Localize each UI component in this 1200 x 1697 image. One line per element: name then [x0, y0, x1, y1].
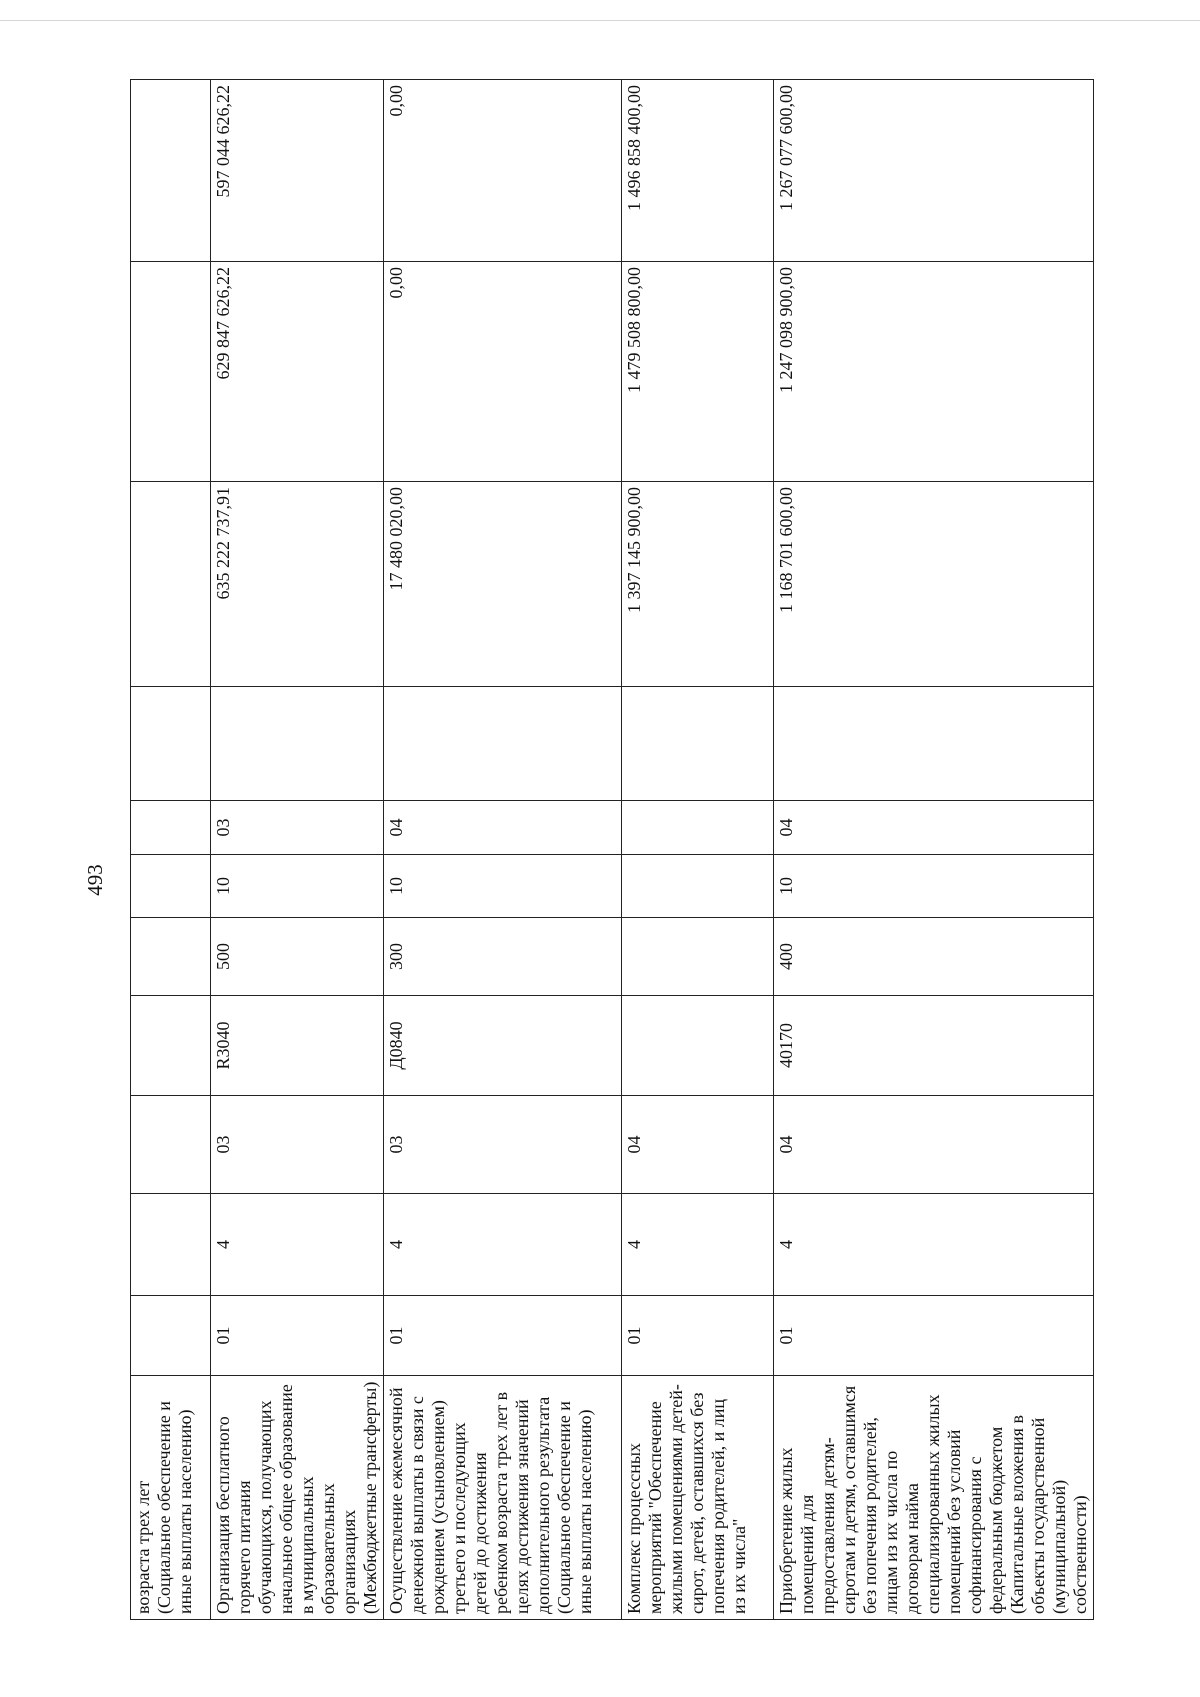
budget-table: [130, 79, 1094, 1620]
section-code: [131, 855, 211, 918]
row-description: Комплекс процессных мероприятий "Обеспечение жилыми помещениями детей-сирот, детей, оставшихся без попечения родителей, и лиц из их числа": [622, 1376, 774, 1620]
subprogram-code: 03: [211, 1096, 384, 1194]
subprogram-code: 04: [622, 1096, 774, 1194]
type-code: [131, 1194, 211, 1296]
expense-type-code: 300: [384, 918, 622, 996]
row-description: Осуществление ежемесячной денежной выплаты в связи с рождением (усыновлением) третьего и последующих детей до достижения ребенком возраста трех лет в целях достижения значений дополнительного результата (Социальное обеспечение и иные выплаты населению): [384, 1376, 622, 1620]
subprogram-code: 04: [774, 1096, 1094, 1194]
amount-year-3: 1 496 858 400,00: [622, 80, 774, 262]
expense-type-code: [622, 918, 774, 996]
amount-year-3: 597 044 626,22: [211, 80, 384, 262]
subsection-code: [622, 801, 774, 855]
table-row: [211, 80, 384, 1620]
section-code: [622, 855, 774, 918]
amount-year-1: 1 168 701 600,00: [774, 482, 1094, 687]
expense-type-code: [131, 918, 211, 996]
table-row: [131, 80, 211, 1620]
direction-code: [131, 996, 211, 1096]
row-description: возраста трех лет (Социальное обеспечение и иные выплаты населению): [131, 1376, 211, 1620]
amount-year-1: 17 480 020,00: [384, 482, 622, 687]
subsection-code: 04: [774, 801, 1094, 855]
type-code: 4: [774, 1194, 1094, 1296]
program-code: 01: [211, 1296, 384, 1376]
subprogram-code: [131, 1096, 211, 1194]
rotated-page-content: [130, 80, 1130, 1620]
amount-year-1: [131, 482, 211, 687]
amount-year-3: [131, 80, 211, 262]
direction-code: R3040: [211, 996, 384, 1096]
section-code: 10: [774, 855, 1094, 918]
section-code: 10: [384, 855, 622, 918]
direction-code: 40170: [774, 996, 1094, 1096]
amount-year-2: 1 479 508 800,00: [622, 262, 774, 482]
table-row: [384, 80, 622, 1620]
direction-code: [622, 996, 774, 1096]
subsection-code: 04: [384, 801, 622, 855]
amount-year-1: 1 397 145 900,00: [622, 482, 774, 687]
amount-year-3: 0,00: [384, 80, 622, 262]
subsection-code: [131, 801, 211, 855]
expense-type-code: 500: [211, 918, 384, 996]
program-code: [131, 1296, 211, 1376]
type-code: 4: [622, 1194, 774, 1296]
type-code: 4: [211, 1194, 384, 1296]
program-code: 01: [622, 1296, 774, 1376]
amount-year-1: 635 222 737,91: [211, 482, 384, 687]
row-description: Приобретение жилых помещений для предоставления детям-сиротам и детям, оставшимся без попечения родителей, лицам из их числа по договорам найма специализированных жилых помещений без условий софинансирования с федеральным бюджетом (Капитальные вложения в объекты государственной (муниципальной) собственности): [774, 1376, 1094, 1620]
amount-year-2: 1 247 098 900,00: [774, 262, 1094, 482]
table-row: [622, 80, 774, 1620]
section-code: 10: [211, 855, 384, 918]
subsection-code: 03: [211, 801, 384, 855]
program-code: 01: [774, 1296, 1094, 1376]
amount-year-3: 1 267 077 600,00: [774, 80, 1094, 262]
direction-code: Д0840: [384, 996, 622, 1096]
table-row: [774, 80, 1094, 1620]
page-number: 493: [83, 864, 107, 896]
amount-year-2: 629 847 626,22: [211, 262, 384, 482]
program-code: 01: [384, 1296, 622, 1376]
row-description: Организация бесплатного горячего питания обучающихся, получающих начальное общее образование в муниципальных образовательных организациях (Межбюджетные трансферты): [211, 1376, 384, 1620]
scan-edge-line: [0, 20, 1200, 21]
amount-year-2: 0,00: [384, 262, 622, 482]
amount-year-2: [131, 262, 211, 482]
subprogram-code: 03: [384, 1096, 622, 1194]
type-code: 4: [384, 1194, 622, 1296]
expense-type-code: 400: [774, 918, 1094, 996]
